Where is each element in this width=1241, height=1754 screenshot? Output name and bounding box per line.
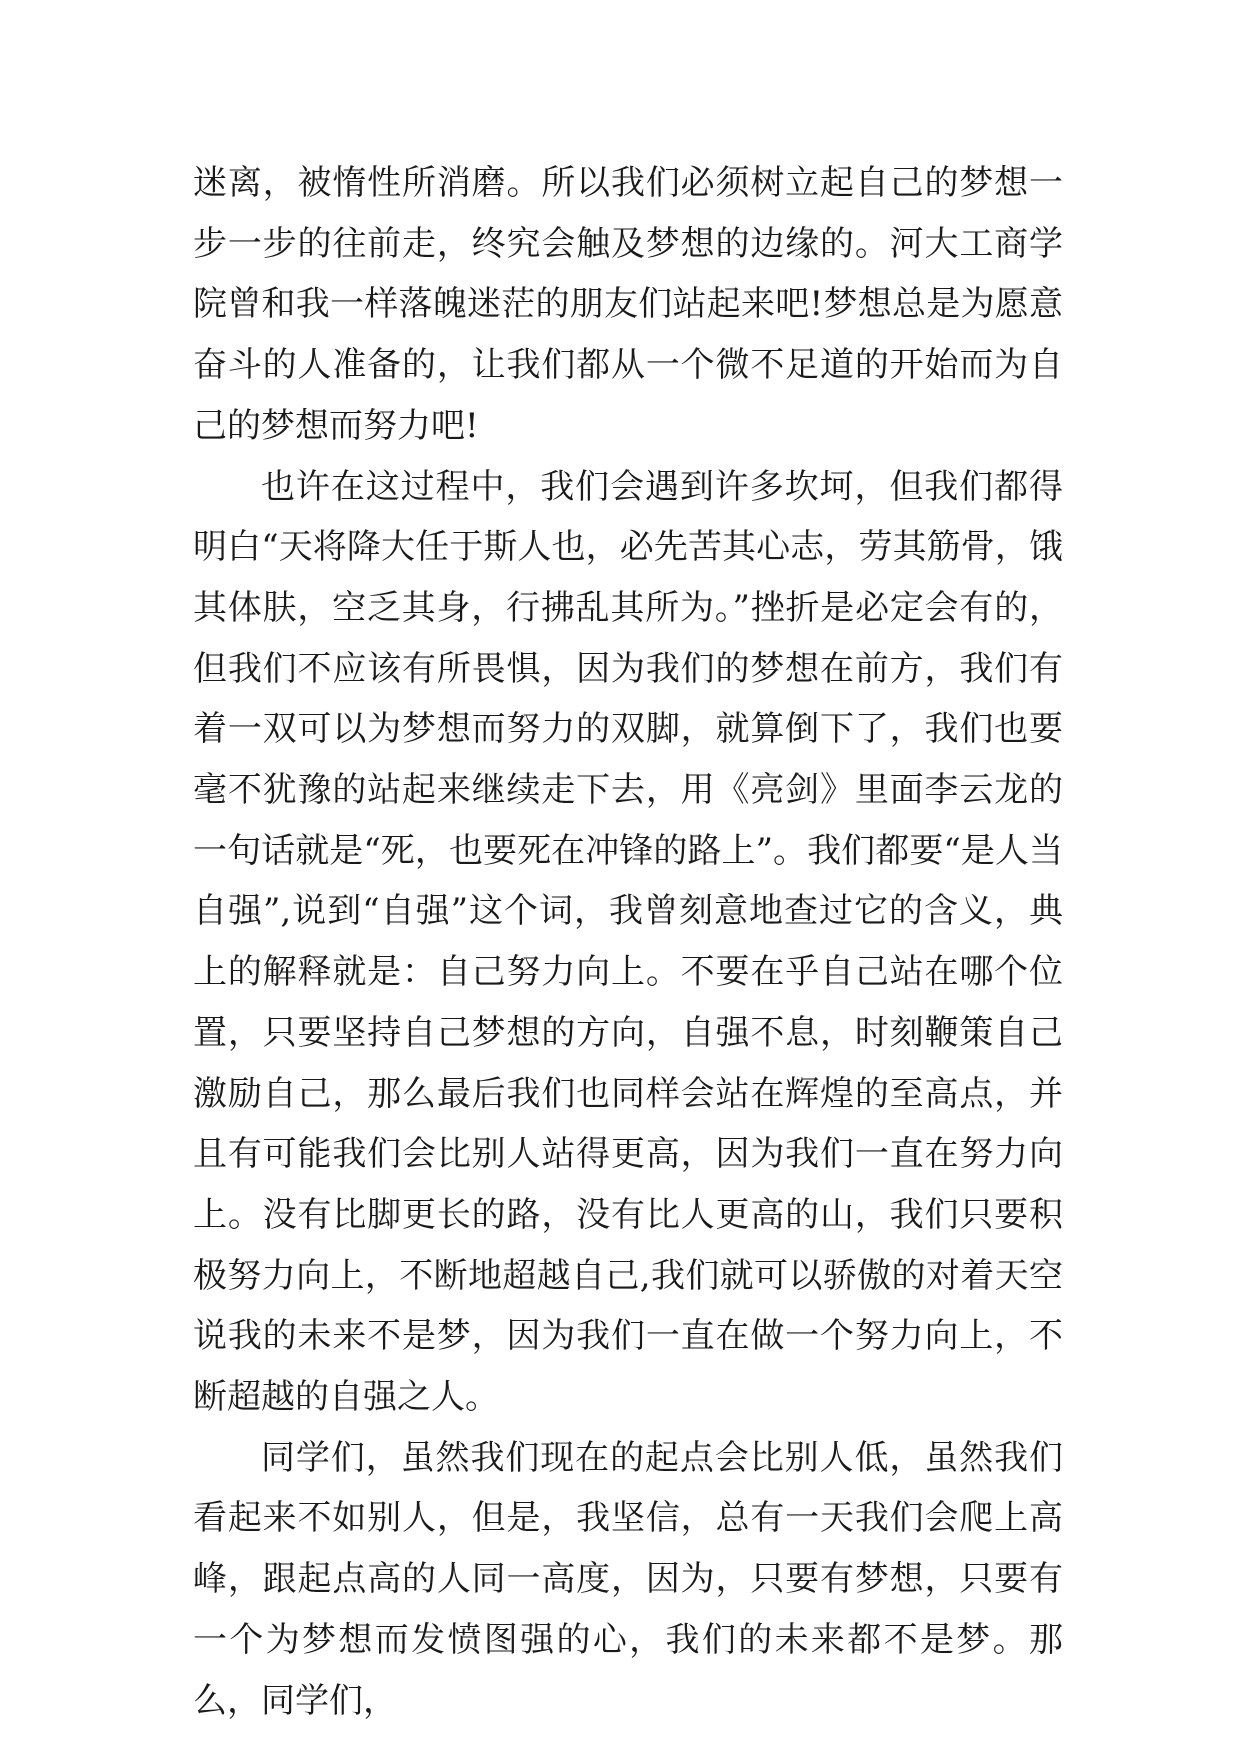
paragraph-3: 同学们，虽然我们现在的起点会比别人低，虽然我们看起来不如别人，但是，我坚信，总有一天我们会爬上高峰，跟起点高的人同一高度，因为，只要有梦想，只要有一个为梦想而发愤图强的心，我们的未来都不是梦。那么，同学们， <box>193 1437 1063 1721</box>
body-text <box>193 153 1063 1731</box>
paragraph-2: 也许在这过程中，我们会遇到许多坎坷，但我们都得明白“天将降大任于斯人也，必先苦其心志，劳其筋骨，饿其体肤，空乏其身，行拂乱其所为。”挫折是必定会有的，但我们不应该有所畏惧，因为我们的梦想在前方，我们有着一双可以为梦想而努力的双脚，就算倒下了，我们也要毫不犹豫的站起来继续走下去，用《亮剑》里面李云龙的一句话就是“死，也要死在冲锋的路上”。我们都要“是人当自强”,说到“自强”这个词，我曾刻意地查过它的含义，典上的解释就是：自己努力向上。不要在乎自己站在哪个位置，只要坚持自己梦想的方向，自强不息，时刻鞭策自己激励自己，那么最后我们也同样会站在辉煌的至高点，并且有可能我们会比别人站得更高，因为我们一直在努力向上。没有比脚更长的路，没有比人更高的山，我们只要积极努力向上，不断地超越自己,我们就可以骄傲的对着天空说我的未来不是梦，因为我们一直在做一个努力向上，不断超越的自强之人。 <box>193 466 1063 1418</box>
paragraph-1: 迷离，被惰性所消磨。所以我们必须树立起自己的梦想一步一步的往前走，终究会触及梦想的边缘的。河大工商学院曾和我一样落魄迷茫的朋友们站起来吧!梦想总是为愿意奋斗的人准备的，让我们都从一个微不足道的开始而为自己的梦想而努力吧! <box>193 163 1063 446</box>
